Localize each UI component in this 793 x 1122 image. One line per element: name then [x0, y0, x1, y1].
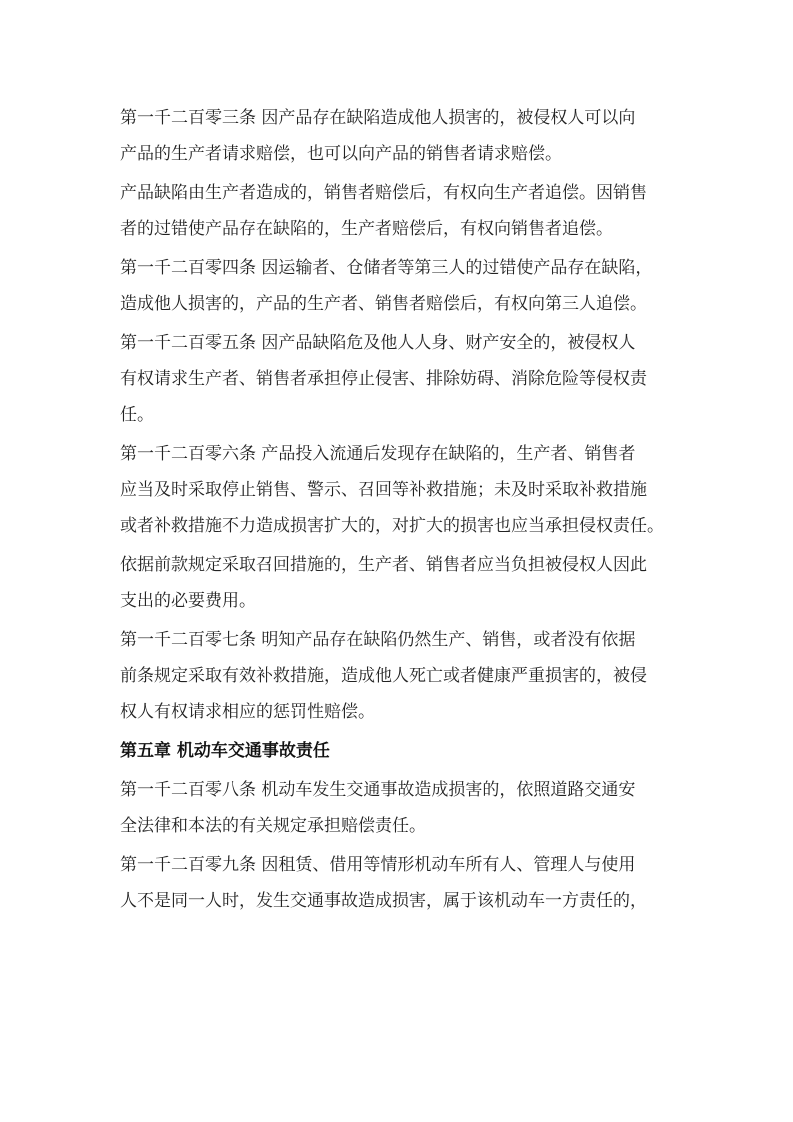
text-line: 依据前款规定采取召回措施的，生产者、销售者应当负担被侵权人因此	[120, 555, 647, 575]
paragraph-article-1206	[120, 436, 680, 544]
text-line: 者的过错使产品存在缺陷的，生产者赔偿后，有权向销售者追偿。	[120, 219, 613, 239]
chapter-heading: 第五章 机动车交通事故责任	[120, 741, 330, 761]
text-line: 产品缺陷由生产者造成的，销售者赔偿后，有权向生产者追偿。因销售	[120, 183, 647, 203]
text-line: 全法律和本法的有关规定承担赔偿责任。	[120, 816, 426, 836]
paragraph-article-1206-2	[120, 547, 680, 619]
paragraph-article-1204	[120, 250, 680, 322]
text-line: 权人有权请求相应的惩罚性赔偿。	[120, 702, 375, 722]
text-line: 第一千二百零六条 产品投入流通后发现存在缺陷的，生产者、销售者	[120, 444, 636, 464]
paragraph-article-1205	[120, 325, 680, 433]
text-line: 或者补救措施不力造成损害扩大的，对扩大的损害也应当承担侵权责任。	[120, 516, 664, 536]
text-line: 第一千二百零三条 因产品存在缺陷造成他人损害的，被侵权人可以向	[120, 108, 636, 128]
paragraph-article-1208	[120, 772, 680, 844]
text-line: 有权请求生产者、销售者承担停止侵害、排除妨碍、消除危险等侵权责	[120, 369, 647, 389]
paragraph-article-1207	[120, 622, 680, 730]
paragraph-article-1203-2	[120, 175, 680, 247]
text-line: 人不是同一人时，发生交通事故造成损害，属于该机动车一方责任的，	[120, 891, 647, 911]
text-line: 产品的生产者请求赔偿，也可以向产品的销售者请求赔偿。	[120, 144, 562, 164]
text-line: 支出的必要费用。	[120, 591, 256, 611]
text-line: 第一千二百零五条 因产品缺陷危及他人人身、财产安全的，被侵权人	[120, 333, 636, 353]
paragraph-article-1203	[120, 100, 680, 172]
text-line: 应当及时采取停止销售、警示、召回等补救措施；未及时采取补救措施	[120, 480, 647, 500]
text-line: 前条规定采取有效补救措施，造成他人死亡或者健康严重损害的，被侵	[120, 666, 647, 686]
text-line: 第一千二百零九条 因租赁、借用等情形机动车所有人、管理人与使用	[120, 855, 636, 875]
text-line: 第一千二百零四条 因运输者、仓储者等第三人的过错使产品存在缺陷，	[120, 258, 653, 278]
text-line: 造成他人损害的，产品的生产者、销售者赔偿后，有权向第三人追偿。	[120, 294, 647, 314]
text-line: 第一千二百零八条 机动车发生交通事故造成损害的，依照道路交通安	[120, 780, 636, 800]
text-line: 第一千二百零七条 明知产品存在缺陷仍然生产、销售，或者没有依据	[120, 630, 636, 650]
document-body	[120, 100, 680, 919]
text-line: 任。	[120, 405, 154, 425]
paragraph-article-1209	[120, 847, 680, 919]
